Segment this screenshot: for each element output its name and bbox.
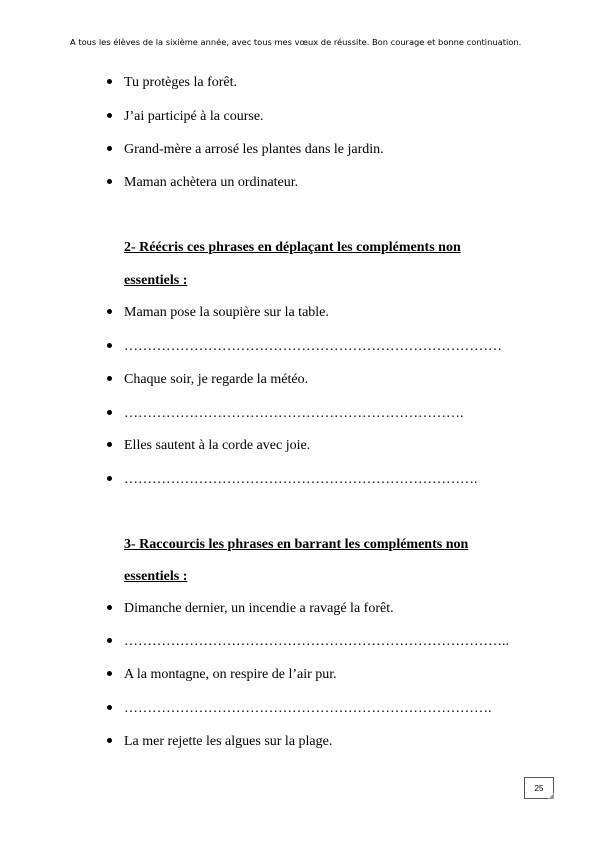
bullet-icon [107, 605, 112, 610]
bullet-icon [107, 738, 112, 743]
answer-dots[interactable]: …………………………………………………………………. [124, 472, 478, 487]
bullet-icon [107, 671, 112, 676]
list-item-text: Maman achètera un ordinateur. [124, 175, 299, 190]
list-item-text: Maman pose la soupière sur la table. [124, 305, 329, 320]
list-item-text: Dimanche dernier, un incendie a ravagé la forêt. [124, 601, 394, 616]
bullet-icon [107, 113, 112, 118]
bullet-icon [107, 638, 112, 643]
answer-dots[interactable]: ……………………………………………………………………… [124, 339, 502, 354]
page-header-note: A tous les élèves de la sixième année, avec tous mes vœux de réussite. Bon courage et bonne continuation. [70, 37, 522, 47]
page-fold-icon [548, 793, 554, 799]
list-item-text: Chaque soir, je regarde la météo. [124, 372, 309, 387]
answer-dots[interactable]: ……………………………………………………………………….. [124, 634, 509, 649]
list-item-text: La mer rejette les algues sur la plage. [124, 734, 333, 749]
bullet-icon [107, 705, 112, 710]
answer-dots[interactable]: ………………………………………………………………. [124, 406, 464, 421]
bullet-icon [107, 442, 112, 447]
section-2-heading: 2- Réécris ces phrases en déplaçant les compléments non [124, 240, 461, 255]
bullet-icon [107, 79, 112, 84]
list-item-text: Elles sautent à la corde avec joie. [124, 438, 311, 453]
list-item-text: A la montagne, on respire de l’air pur. [124, 667, 337, 682]
bullet-icon [107, 309, 112, 314]
section-3-heading-continued: essentiels : [124, 569, 188, 584]
page-number: 25 [534, 783, 544, 793]
section-3-heading: 3- Raccourcis les phrases en barrant les compléments non [124, 537, 469, 552]
bullet-icon [107, 343, 112, 348]
bullet-icon [107, 146, 112, 151]
bullet-icon [107, 410, 112, 415]
list-item-text: Tu protèges la forêt. [124, 75, 238, 90]
section-2-heading-continued: essentiels : [124, 273, 188, 288]
bullet-icon [107, 376, 112, 381]
answer-dots[interactable]: ……………………………………………………………………. [124, 701, 492, 716]
page-number-box [524, 777, 554, 799]
list-item-text: Grand-mère a arrosé les plantes dans le jardin. [124, 142, 384, 157]
list-item-text: J’ai participé à la course. [124, 109, 264, 124]
bullet-icon [107, 476, 112, 481]
bullet-icon [107, 179, 112, 184]
